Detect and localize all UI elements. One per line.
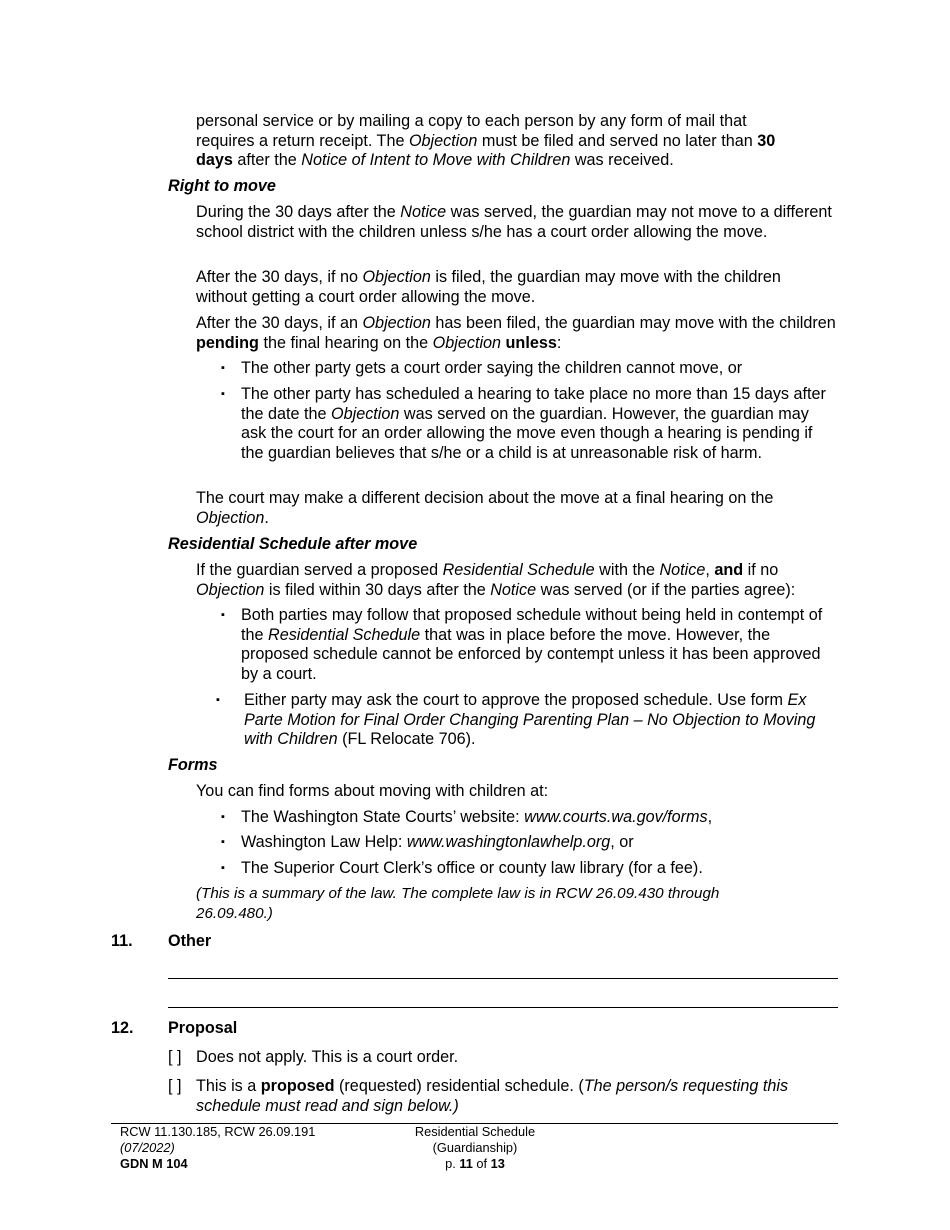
italic-text: Notice <box>400 203 447 221</box>
residential-bullet1 <box>241 606 841 684</box>
footer-form-id: GDN M 104 <box>120 1156 188 1171</box>
right-to-move-p2 <box>196 268 836 307</box>
footer-date: (07/2022) <box>120 1140 175 1155</box>
residential-bullet2 <box>244 691 834 750</box>
proposed-checkbox[interactable]: [ ] <box>168 1077 182 1095</box>
intro-italic: Objection <box>408 131 478 150</box>
text: The Washington State Courts’ website: <box>241 808 525 826</box>
bold-text: unless <box>505 333 557 352</box>
text: : <box>556 333 562 352</box>
text: The other party has scheduled a hearing to take place no more than 15 days after the date the <box>241 385 826 423</box>
bullet-icon: ▪ <box>216 694 220 706</box>
does-not-apply-label: Does not apply. This is a court order. <box>196 1048 459 1066</box>
text: Either party may ask the court to approve the proposed schedule. Use form <box>244 691 788 709</box>
other-line-1[interactable] <box>168 978 838 979</box>
intro-italic: Notice of Intent to Move with Children <box>301 151 571 170</box>
footer-subtitle: (Guardianship) <box>432 1140 518 1155</box>
forms-heading: Forms <box>168 756 218 774</box>
page-total: 13 <box>490 1156 505 1171</box>
text: was served (or if the parties agree): <box>536 580 796 599</box>
residential-heading: Residential Schedule after move <box>168 535 418 553</box>
text: (requested) residential schedule. ( <box>334 1077 584 1095</box>
italic-text: The person/s requesting this schedule must read and sign below.) <box>196 1077 789 1115</box>
italic-text: Residential Schedule <box>442 561 595 579</box>
italic-text: Objection <box>196 580 265 599</box>
right-to-move-p3 <box>196 314 836 353</box>
text: . <box>264 508 269 527</box>
bullet-icon: ▪ <box>221 862 225 874</box>
bullet-icon: ▪ <box>221 811 225 823</box>
right-to-move-p4 <box>196 489 836 528</box>
text: if no <box>743 561 779 579</box>
text: After the 30 days, if an <box>196 314 363 332</box>
section-11-number: 11. <box>111 932 133 950</box>
footer-title: Residential Schedule <box>414 1124 536 1139</box>
lawhelp-link[interactable]: www.washingtonlawhelp.org <box>406 833 611 851</box>
forms-bullet-courts <box>241 808 841 828</box>
text: , <box>707 808 713 826</box>
text: (FL Relocate 706). <box>337 730 476 749</box>
residential-p1 <box>196 561 836 600</box>
text: This is a <box>196 1077 261 1095</box>
section-11-title: Other <box>168 932 212 950</box>
right-to-move-bullet1: The other party gets a court order saying the children cannot move, or <box>241 359 743 377</box>
intro-text: was received. <box>570 151 674 170</box>
intro-text: requires a return receipt. The <box>196 131 409 150</box>
forms-intro: You can find forms about moving with children at: <box>196 782 549 800</box>
italic-text: Objection <box>432 333 502 352</box>
intro-line1: personal service or by mailing a copy to each person by any form of mail that <box>196 112 747 130</box>
other-line-2[interactable] <box>168 1007 838 1008</box>
bold-text: and <box>714 561 744 579</box>
page-current: 11 <box>459 1156 473 1171</box>
forms-bullet-lawhelp <box>241 833 841 853</box>
italic-text: Objection <box>362 268 431 286</box>
section-12-title: Proposal <box>168 1019 238 1037</box>
intro-bold: days <box>196 151 233 170</box>
italic-text: Residential Schedule <box>268 625 421 644</box>
text: the final hearing on the <box>258 333 433 352</box>
text: is filed within 30 days after the <box>264 580 491 599</box>
bullet-icon: ▪ <box>221 362 225 374</box>
footer-page-number <box>400 1156 550 1172</box>
text: After the 30 days, if no <box>196 268 363 286</box>
text: that was in place before the move. However, the proposed schedule cannot be enforced by contempt unless it has been approved by a court. <box>241 625 821 683</box>
text: Washington Law Help: <box>241 833 407 851</box>
text: was served on the guardian. However, the guardian may ask the court for an order allowing the move even though a hearing is pending if the guardian believes that s/he or a child is at unreasonable risk of harm. <box>241 404 813 462</box>
intro-paragraph <box>196 112 836 171</box>
italic-text: Objection <box>196 508 265 527</box>
courts-link[interactable]: www.courts.wa.gov/forms <box>524 808 708 826</box>
text: has been filed, the guardian may move with the children <box>430 314 836 332</box>
bullet-icon: ▪ <box>221 388 225 400</box>
text: is filed, the guardian may move with the children without getting a court order allowing the move. <box>196 268 781 306</box>
text: was served, the guardian may not move to a different school district with the children unless s/he has a court order allowing the move. <box>196 203 832 241</box>
bullet-icon: ▪ <box>221 609 225 621</box>
forms-bullet-clerk: The Superior Court Clerk’s office or county law library (for a fee). <box>241 859 703 877</box>
intro-text: must be filed and served no later than <box>477 131 758 150</box>
intro-text: after the <box>232 151 302 170</box>
right-to-move-p1 <box>196 203 836 242</box>
law-summary-note: (This is a summary of the law. The complete law is in RCW 26.09.430 through 26.09.480.) <box>196 885 720 922</box>
bold-text: pending <box>196 333 259 352</box>
text: , <box>705 561 715 579</box>
text: If the guardian served a proposed <box>196 561 443 579</box>
italic-text: Objection <box>362 314 431 332</box>
bullet-icon: ▪ <box>221 836 225 848</box>
section-12-number: 12. <box>111 1019 134 1037</box>
right-to-move-heading: Right to move <box>168 177 276 195</box>
italic-text: Objection <box>331 404 400 423</box>
proposed-label <box>196 1077 836 1116</box>
italic-text: Notice <box>490 580 537 599</box>
italic-text: Notice <box>659 561 706 579</box>
italic-text: Ex Parte Motion for Final Order Changing Parenting Plan – No Objection to Moving with Children <box>244 691 816 749</box>
text: of <box>472 1156 491 1171</box>
does-not-apply-checkbox[interactable]: [ ] <box>168 1048 182 1066</box>
text: with the <box>594 561 660 579</box>
intro-bold: 30 <box>757 131 776 150</box>
text: During the 30 days after the <box>196 203 401 221</box>
bold-text: proposed <box>260 1077 335 1095</box>
text: Both parties may follow that proposed schedule without being held in contempt of the <box>241 606 823 644</box>
text: p. <box>445 1156 460 1171</box>
right-to-move-bullet2 <box>241 385 826 463</box>
text: , or <box>610 833 634 851</box>
footer-rcw: RCW 11.130.185, RCW 26.09.191 <box>120 1124 316 1139</box>
text: The court may make a different decision about the move at a final hearing on the <box>196 489 774 507</box>
